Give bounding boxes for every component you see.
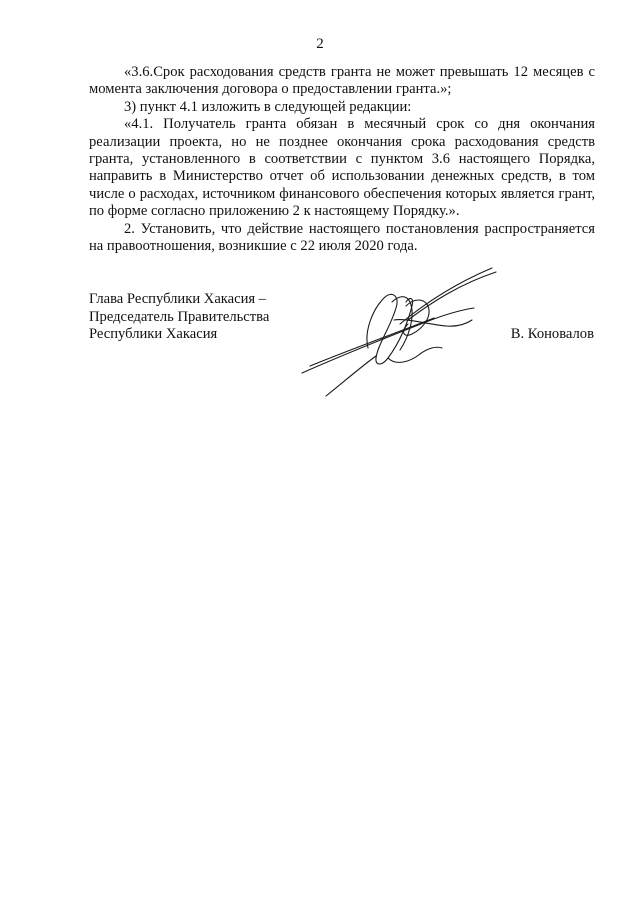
paragraph-item-2: 2. Установить, что действие настоящего постановления распространяется на правоотношения, возникшие с 22 июля 2020 года. [89, 220, 595, 255]
paragraph-item-3: 3) пункт 4.1 изложить в следующей редакции: [124, 98, 412, 115]
signer-title-block [89, 291, 269, 344]
signature-icon [296, 262, 502, 398]
page-number: 2 [316, 36, 324, 52]
paragraph-clause-4-1: «4.1. Получатель гранта обязан в месячный срок со дня окончания реализации проекта, но не позднее окончания срока расходования средств гранта, установленного в соответствии с пунктом 3.6 настоящего Порядка, направить в Министерство отчет об использовании денежных средств, в том числе о расходах, источником финансового обеспечения которых является грант, по форме согласно приложению 2 к настоящему Порядку.». [89, 116, 595, 220]
signer-name: В. Коновалов [510, 326, 594, 342]
signer-title-line: Глава Республики Хакасия – [89, 291, 267, 307]
signer-title-line: Председатель Правительства [89, 308, 270, 325]
document-body [89, 64, 595, 255]
paragraph-clause-3-6: «3.6.Срок расходования средств гранта не может превышать 12 месяцев с момента заключения договора о предоставлении гранта.»; [89, 64, 595, 98]
signer-title-line: Республики Хакасия [89, 326, 218, 343]
